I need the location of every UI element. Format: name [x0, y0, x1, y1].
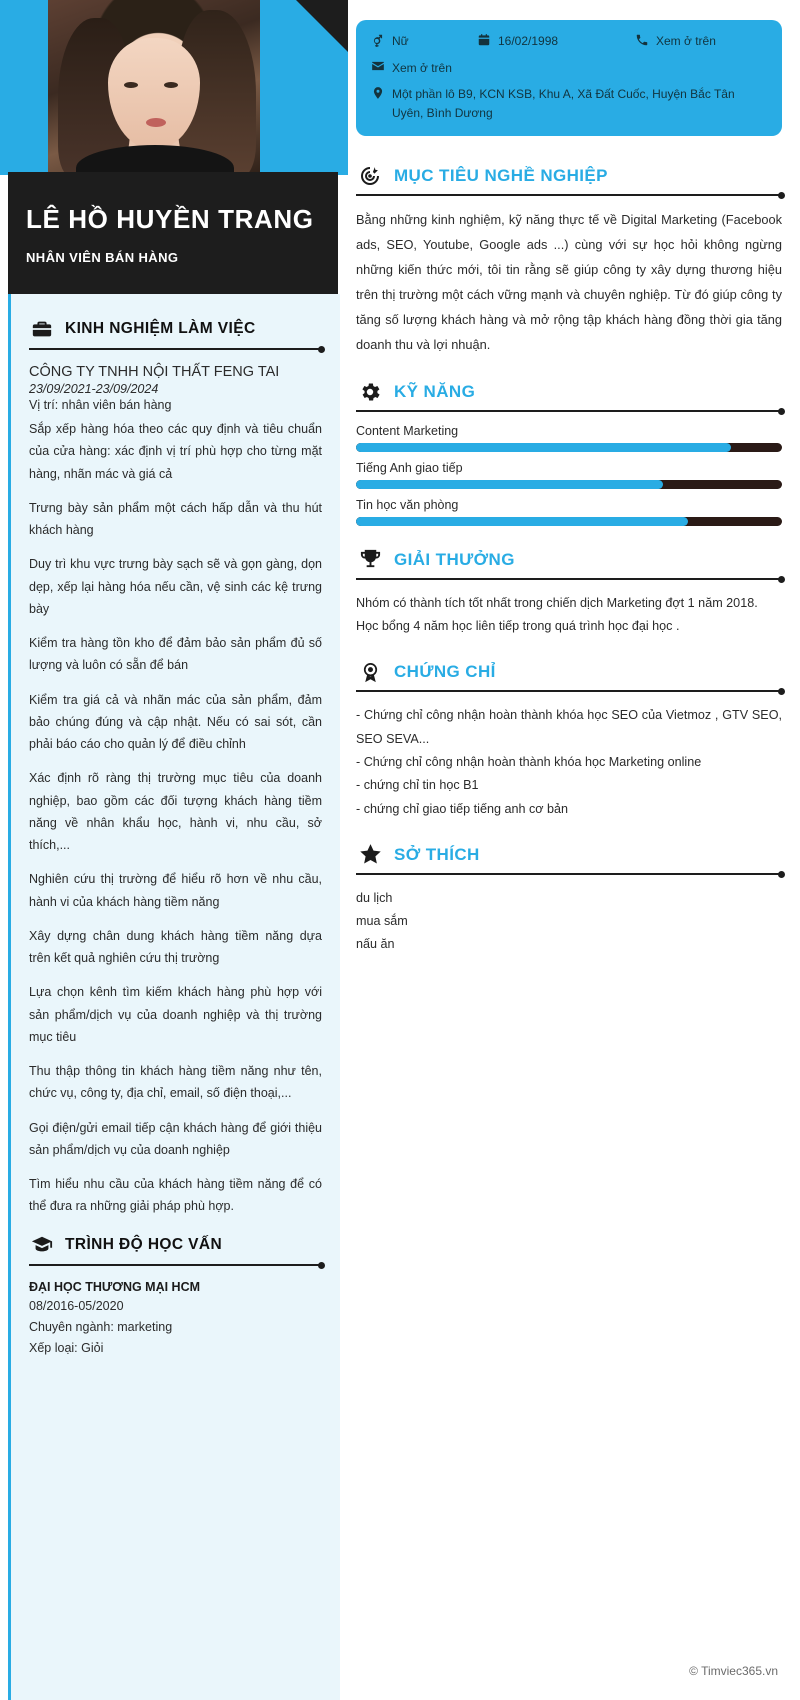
- name-block: [8, 172, 338, 294]
- skill-item: [356, 461, 782, 489]
- contact-phone: [634, 32, 716, 51]
- experience-bullet: Trưng bày sản phẩm một cách hấp dẫn và thu hút khách hàng: [29, 500, 322, 537]
- experience-position: Vị trí: nhân viên bán hàng: [29, 398, 172, 412]
- trophy-icon: [356, 546, 384, 574]
- skill-name: Content Marketing: [356, 423, 459, 438]
- contact-email-value: Xem ở trên: [392, 60, 452, 75]
- gender-icon: [370, 32, 385, 47]
- hobby-line: nấu ăn: [356, 937, 395, 952]
- medal-icon: [356, 658, 384, 686]
- certificate-line: - chứng chỉ tin học B1: [356, 778, 479, 793]
- divider: [29, 1264, 322, 1266]
- contact-gender: [370, 32, 468, 51]
- calendar-icon: [476, 32, 491, 47]
- experience-bullet: Thu thập thông tin khách hàng tiềm năng như tên, chức vụ, công ty, địa chỉ, email, số điện thoại,...: [29, 1064, 322, 1101]
- candidate-job-title: NHÂN VIÊN BÁN HÀNG: [26, 250, 179, 265]
- contact-dob-value: 16/02/1998: [498, 34, 559, 48]
- photo-band: [0, 0, 348, 175]
- hobby-line: mua sắm: [356, 914, 408, 929]
- contact-dob: [476, 32, 626, 51]
- footer-credit: © Timviec365.vn: [689, 1664, 778, 1678]
- gear-icon: [356, 378, 384, 406]
- contact-gender-value: Nữ: [392, 34, 409, 48]
- skill-item: [356, 498, 782, 526]
- skill-name: Tiếng Anh giao tiếp: [356, 460, 463, 475]
- divider: [356, 410, 782, 412]
- skill-bar: [356, 443, 782, 452]
- section-skills: [356, 378, 782, 526]
- envelope-icon: [370, 59, 385, 74]
- experience-bullet: Kiểm tra hàng tồn kho để đảm bảo sản phẩm đủ số lượng và luôn có sẵn để bán: [29, 636, 322, 673]
- section-experience: [29, 316, 322, 1218]
- contact-card: [356, 20, 782, 136]
- section-objective: [356, 162, 782, 358]
- contact-phone-value: Xem ở trên: [656, 34, 716, 48]
- phone-icon: [634, 32, 649, 47]
- award-line: Học bổng 4 năm học liên tiếp trong quá trình học đại học .: [356, 619, 680, 634]
- experience-bullet: Xây dựng chân dung khách hàng tiềm năng dựa trên kết quả nghiên cứu thị trường: [29, 928, 322, 965]
- experience-bullet: Xác định rõ ràng thị trường mục tiêu của doanh nghiệp, bao gồm các đối tượng khách hàng tiềm năng về nhân khẩu học, hành vi, nhu cầu, sở thích,...: [29, 771, 322, 852]
- contact-address: [370, 85, 768, 122]
- certificate-line: - chứng chỉ giao tiếp tiếng anh cơ bản: [356, 801, 569, 816]
- location-pin-icon: [370, 85, 385, 100]
- left-content-panel: [8, 294, 340, 1700]
- right-content: [356, 162, 782, 977]
- skill-bar: [356, 517, 782, 526]
- right-column: [356, 0, 800, 1700]
- education-date: 08/2016-05/2020: [29, 1298, 124, 1313]
- section-hobbies: [356, 841, 782, 957]
- award-line: Nhóm có thành tích tốt nhất trong chiến dịch Marketing đợt 1 năm 2018.: [356, 595, 758, 610]
- contact-email: [370, 59, 452, 78]
- section-certificates: [356, 658, 782, 820]
- experience-bullet: Lựa chọn kênh tìm kiếm khách hàng phù hợp với sản phẩm/dịch vụ của doanh nghiệp và thị trường mục tiêu: [29, 985, 322, 1044]
- experience-date: 23/09/2021-23/09/2024: [29, 382, 159, 396]
- section-awards-title: GIẢI THƯỞNG: [394, 549, 515, 569]
- experience-company: CÔNG TY TNHH NỘI THẤT FENG TAI: [29, 364, 280, 380]
- candidate-name: LÊ HỒ HUYỀN TRANG: [26, 204, 314, 234]
- section-skills-title: KỸ NĂNG: [394, 381, 476, 401]
- hobby-line: du lịch: [356, 890, 393, 905]
- graduation-cap-icon: [29, 1232, 55, 1258]
- corner-decoration: [258, 0, 348, 52]
- certificate-line: - Chứng chỉ công nhận hoàn thành khóa học Marketing online: [356, 754, 702, 769]
- divider: [356, 194, 782, 196]
- skill-name: Tin học văn phòng: [356, 497, 459, 512]
- star-icon: [356, 841, 384, 869]
- section-certificates-title: CHỨNG CHỈ: [394, 662, 496, 682]
- education-major: Chuyên ngành: marketing: [29, 1319, 173, 1334]
- contact-address-value: Một phần lô B9, KCN KSB, Khu A, Xã Đất Cuốc, Huyện Bắc Tân Uyên, Bình Dương: [392, 87, 735, 120]
- skill-item: [356, 424, 782, 452]
- target-icon: [356, 162, 384, 190]
- experience-bullet: Tìm hiểu nhu cầu của khách hàng tiềm năng để có thể đưa ra những giải pháp phù hợp.: [29, 1177, 322, 1214]
- section-awards: [356, 546, 782, 639]
- experience-bullet: Gọi điện/gửi email tiếp cận khách hàng để giới thiệu sản phẩm/dịch vụ của doanh nghiệp: [29, 1120, 322, 1157]
- section-education: [29, 1232, 322, 1360]
- education-school: ĐẠI HỌC THƯƠNG MẠI HCM: [29, 1279, 201, 1294]
- skill-bar: [356, 480, 782, 489]
- experience-bullet: Duy trì khu vực trưng bày sạch sẽ và gọn gàng, dọn dẹp, xếp lại hàng hóa nếu cần, vệ sinh các kệ trưng bày: [29, 557, 322, 616]
- profile-photo: [48, 0, 260, 175]
- certificate-line: - Chứng chỉ công nhận hoàn thành khóa học SEO của Vietmoz , GTV SEO, SEO SEVA...: [356, 708, 782, 746]
- section-education-title: TRÌNH ĐỘ HỌC VẤN: [65, 1235, 223, 1253]
- section-objective-title: MỤC TIÊU NGHỀ NGHIỆP: [394, 166, 608, 185]
- divider: [356, 578, 782, 580]
- divider: [356, 873, 782, 875]
- briefcase-icon: [29, 316, 55, 342]
- section-hobbies-title: SỞ THÍCH: [394, 844, 480, 864]
- experience-bullet: Sắp xếp hàng hóa theo các quy định và tiêu chuẩn của cửa hàng: xác định vị trí phù hợp cho từng mặt hàng, nhãn mác và giá cả: [29, 422, 322, 481]
- section-experience-title: KINH NGHIỆM LÀM VIỆC: [65, 320, 256, 337]
- experience-bullet: Nghiên cứu thị trường để hiểu rõ hơn về nhu cầu, hành vi của khách hàng tiềm năng: [29, 872, 322, 909]
- divider: [356, 690, 782, 692]
- objective-text: Bằng những kinh nghiệm, kỹ năng thực tế về Digital Marketing (Facebook ads, SEO, Youtube, Google ads ...) cùng với sự học hỏi không ngừng những kiến thức mới, tôi tin rằng sẽ giúp công ty xây dựng thương hiệu trên thị trường một cách vững mạnh và chuyên nghiệp. Từ đó giúp công ty tăng số lượng khách hàng và mở rộng tập khách hàng đồng thời gia tăng doanh thu và lợi nhuận.: [356, 212, 782, 352]
- education-grade: Xếp loại: Giỏi: [29, 1341, 104, 1355]
- left-column: [0, 0, 348, 1700]
- divider: [29, 348, 322, 350]
- experience-bullet: Kiểm tra giá cả và nhãn mác của sản phẩm, đảm bảo chúng đúng và cập nhật. Nếu có sai sót, cần phải báo cáo cho quản lý để điều chỉnh: [29, 692, 322, 751]
